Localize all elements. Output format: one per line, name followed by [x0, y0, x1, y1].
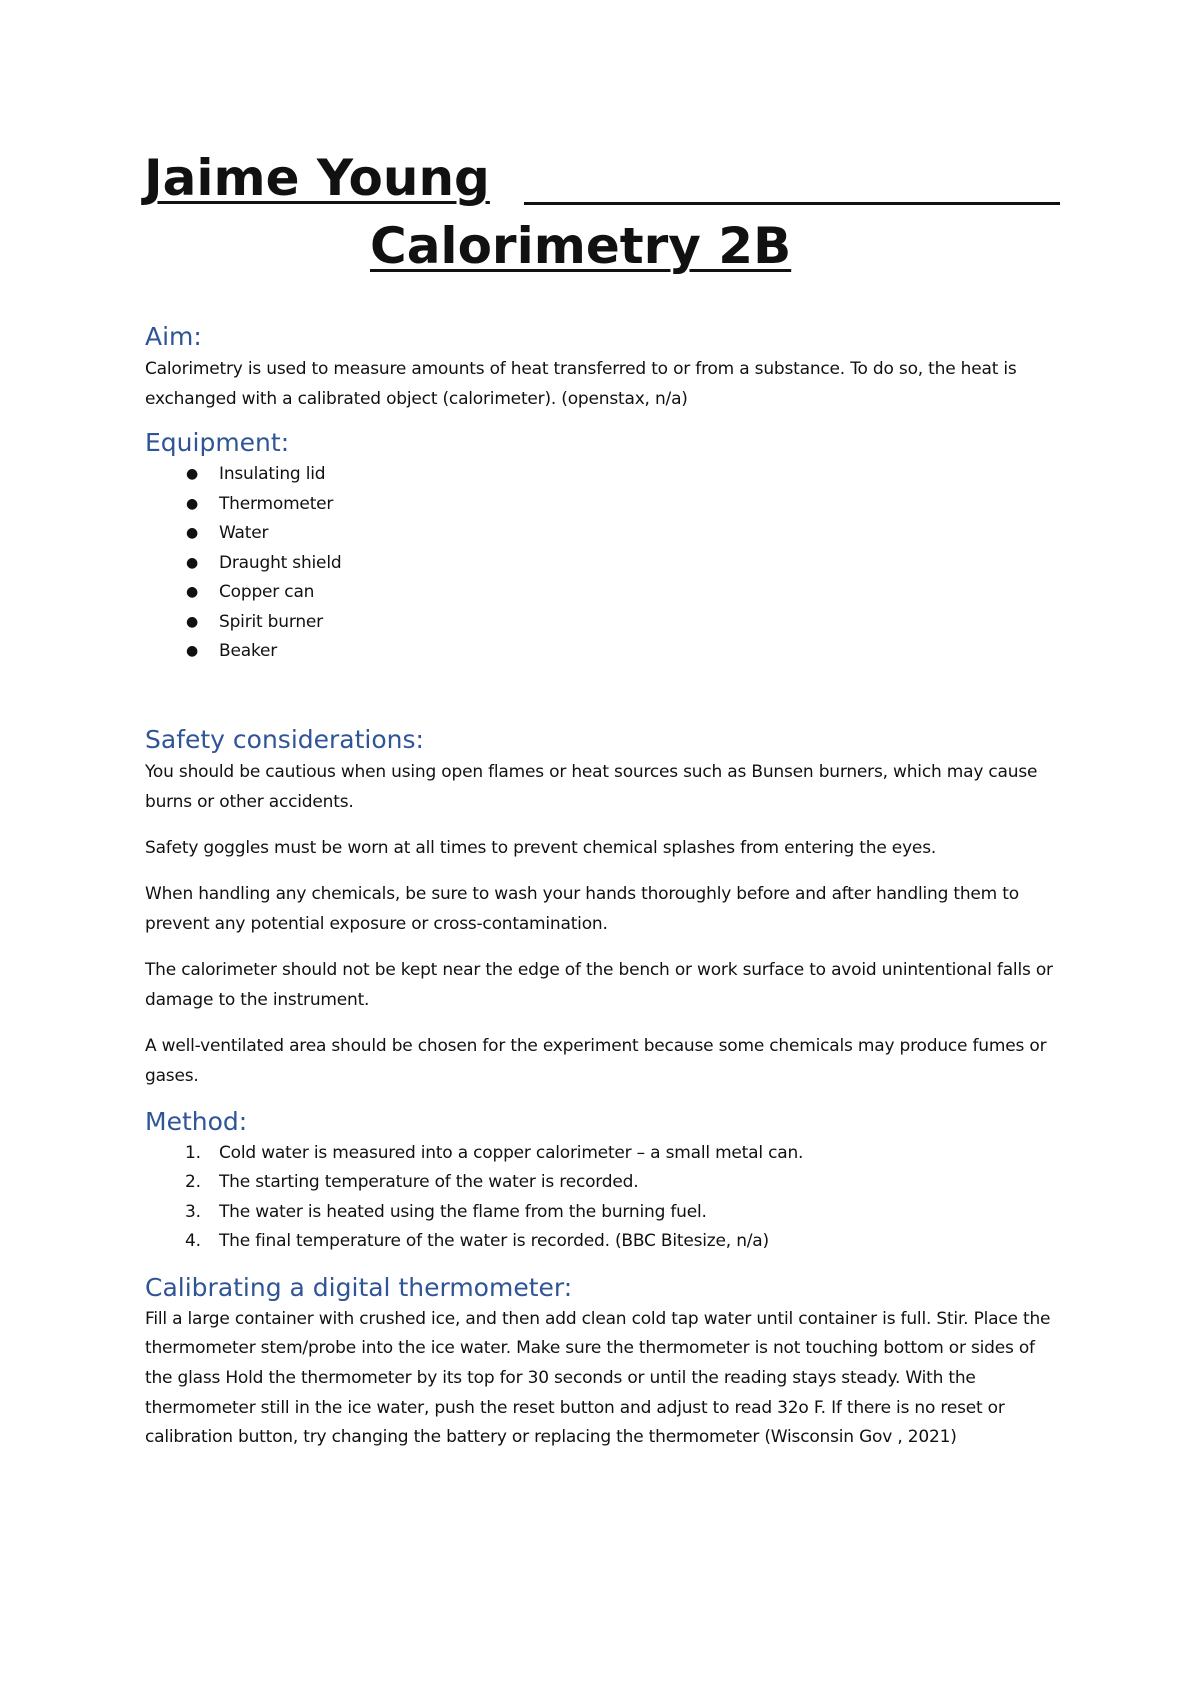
step-number: 4. [185, 1231, 201, 1251]
document-body [145, 320, 1065, 1453]
calibration-heading: Calibrating a digital thermometer: [145, 1272, 573, 1302]
list-item [145, 1168, 1065, 1198]
equipment-item-label: Thermometer [219, 493, 334, 514]
bullet-icon: ● [186, 584, 199, 600]
list-item [145, 1227, 1065, 1257]
title-block [144, 148, 1044, 276]
step-number: 3. [185, 1201, 201, 1222]
bullet-icon: ● [186, 495, 199, 512]
method-list [145, 1139, 1065, 1257]
bullet-icon: ● [186, 554, 199, 571]
equipment-item-label: Draught shield [219, 552, 342, 573]
equipment-item-label: Beaker [219, 641, 278, 661]
list-item [145, 1139, 1065, 1169]
calibration-section [145, 1271, 1065, 1454]
list-item [145, 490, 1065, 520]
aim-text: Calorimetry is used to measure amounts of heat transferred to or from a substance. To do so, the heat is exchanged with a calibrated object (calorimeter). (openstax, n/a) [145, 359, 1017, 409]
bullet-icon: ● [186, 643, 199, 659]
bullet-icon: ● [186, 613, 199, 630]
safety-heading: Safety considerations: [145, 724, 424, 754]
safety-paragraph: When handling any chemicals, be sure to wash your hands thoroughly before and after handling them to prevent any potential exposure or cross-contamination. [145, 883, 1019, 934]
safety-paragraph: The calorimeter should not be kept near the edge of the bench or work surface to avoid unintentional falls or damage to the instrument. [145, 959, 1053, 1010]
author-underline-rule [524, 202, 1060, 205]
equipment-item-label: Spirit burner [219, 611, 323, 632]
safety-section [145, 723, 1065, 1091]
method-section [145, 1105, 1065, 1257]
safety-paragraph: Safety goggles must be worn at all times to prevent chemical splashes from entering the eyes. [145, 837, 937, 858]
list-item [145, 608, 1065, 638]
safety-paragraph: You should be cautious when using open flames or heat sources such as Bunsen burners, which may cause burns or other accidents. [145, 761, 1038, 812]
step-number: 2. [185, 1172, 201, 1192]
equipment-section [145, 426, 1065, 667]
step-text: Cold water is measured into a copper calorimeter – a small metal can. [219, 1142, 804, 1163]
list-item [145, 519, 1065, 549]
safety-paragraph: A well-ventilated area should be chosen for the experiment because some chemicals may produce fumes or gases. [145, 1035, 1047, 1086]
equipment-item-label: Insulating lid [219, 464, 326, 484]
list-item [145, 578, 1065, 608]
list-item [145, 637, 1065, 667]
method-heading: Method: [145, 1106, 248, 1136]
bullet-icon: ● [186, 466, 199, 482]
calibration-text: Fill a large container with crushed ice, and then add clean cold tap water until container is full. Stir. Place the thermometer stem/probe into the ice water. Make sure the thermometer is not touching bottom or sides of the glass Hold the thermometer by its top for 30 seconds or until the reading stays steady. With the thermometer still in the ice water, push the reset button and adjust to read 32o F. If there is no reset or calibration button, try changing the battery or replacing the thermometer (Wisconsin Gov , 2021) [145, 1308, 1051, 1448]
equipment-item-label: Water [219, 523, 269, 543]
aim-section [145, 320, 1065, 414]
document-title: Calorimetry 2B [370, 217, 792, 275]
equipment-heading: Equipment: [145, 428, 290, 457]
equipment-item-label: Copper can [219, 582, 315, 602]
list-item [145, 1198, 1065, 1228]
list-item [145, 460, 1065, 490]
step-text: The starting temperature of the water is recorded. [219, 1172, 639, 1192]
author-name: Jaime Young [144, 149, 490, 207]
bullet-icon: ● [186, 525, 199, 541]
equipment-list [145, 460, 1065, 667]
list-item [145, 549, 1065, 579]
aim-heading: Aim: [145, 322, 202, 351]
step-text: The final temperature of the water is recorded. (BBC Bitesize, n/a) [219, 1231, 769, 1251]
step-number: 1. [185, 1142, 201, 1163]
step-text: The water is heated using the flame from the burning fuel. [219, 1201, 707, 1222]
